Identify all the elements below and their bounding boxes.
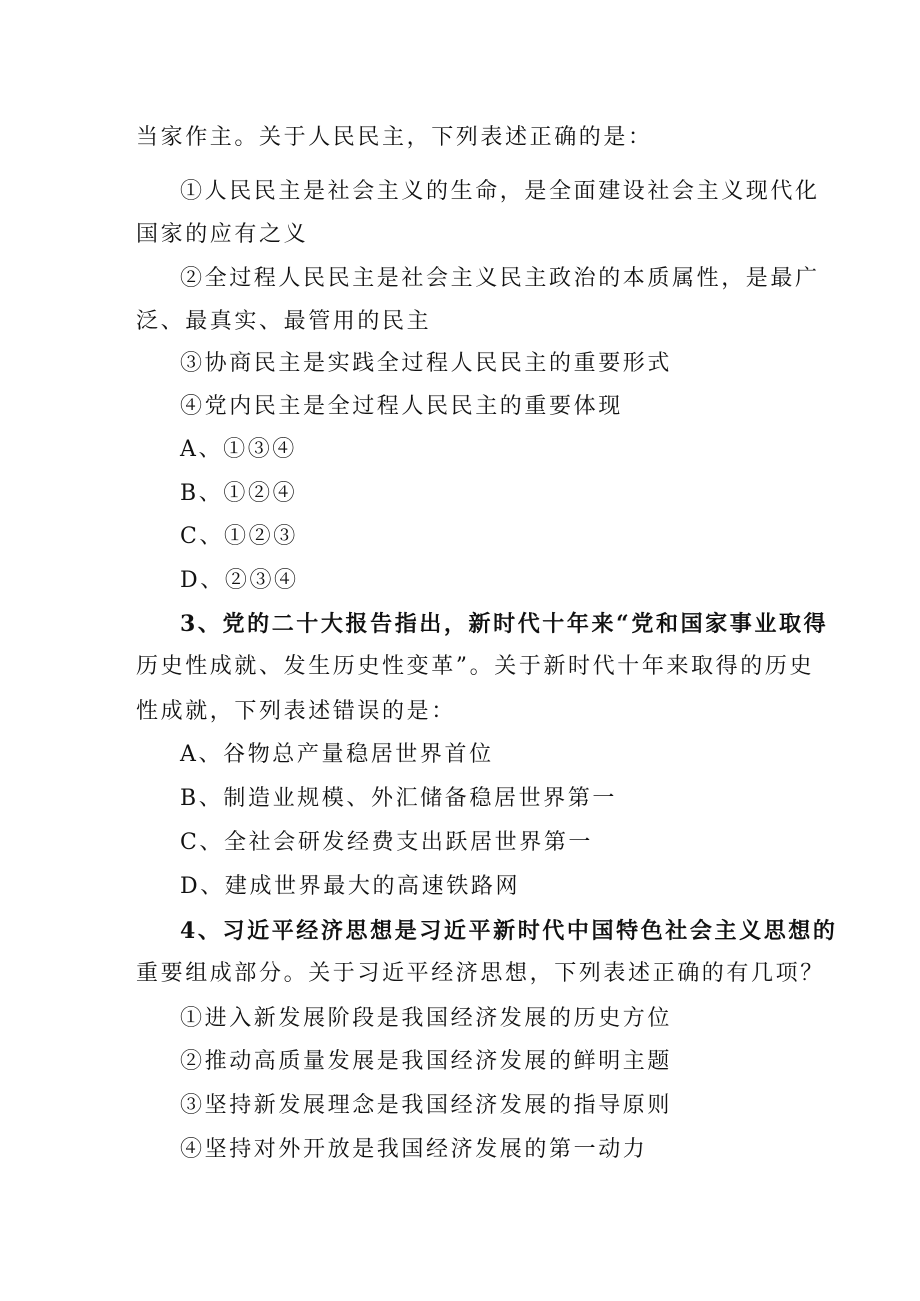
question-4: 4、习近平经济思想是习近平新时代中国特色社会主义思想的 — [180, 918, 838, 944]
statement-4: ④坚持对外开放是我国经济发展的第一动力 — [180, 1137, 648, 1162]
option-d: D、②③④ — [180, 568, 299, 593]
option-a: A、①③④ — [180, 437, 297, 462]
option-d: D、建成世界最大的高速铁路网 — [180, 874, 521, 899]
text-line: 性成就，下列表述错误的是： — [136, 699, 456, 724]
statement-1: ①人民民主是社会主义的生命，是全面建设社会主义现代化 — [180, 179, 820, 204]
statement-4: ④党内民主是全过程人民民主的重要体现 — [180, 394, 623, 419]
option-a: A、谷物总产量稳居世界首位 — [180, 742, 494, 767]
statement-3: ③坚持新发展理念是我国经济发展的指导原则 — [180, 1093, 673, 1118]
statement-2: ②推动高质量发展是我国经济发展的鲜明主题 — [180, 1049, 673, 1074]
option-b: B、①②④ — [180, 481, 298, 506]
text-line: 泛、最真实、最管用的民主 — [136, 309, 432, 334]
text-line: 重要组成部分。关于习近平经济思想，下列表述正确的有几项？ — [136, 961, 825, 986]
text-line: 当家作主。关于人民民主，下列表述正确的是： — [136, 125, 653, 150]
question-3: 3、党的二十大报告指出，新时代十年来“党和国家事业取得 — [180, 611, 829, 637]
option-c: C、全社会研发经费支出跃居世界第一 — [180, 830, 594, 855]
option-c: C、①②③ — [180, 524, 298, 549]
statement-1: ①进入新发展阶段是我国经济发展的历史方位 — [180, 1006, 673, 1031]
option-b: B、制造业规模、外汇储备稳居世界第一 — [180, 786, 617, 811]
statement-3: ③协商民主是实践全过程人民民主的重要形式 — [180, 351, 673, 376]
text-line: 国家的应有之义 — [136, 222, 309, 247]
text-line: 历史性成就、发生历史性变革”。关于新时代十年来取得的历史 — [136, 654, 815, 679]
statement-2: ②全过程人民民主是社会主义民主政治的本质属性，是最广 — [180, 266, 820, 291]
